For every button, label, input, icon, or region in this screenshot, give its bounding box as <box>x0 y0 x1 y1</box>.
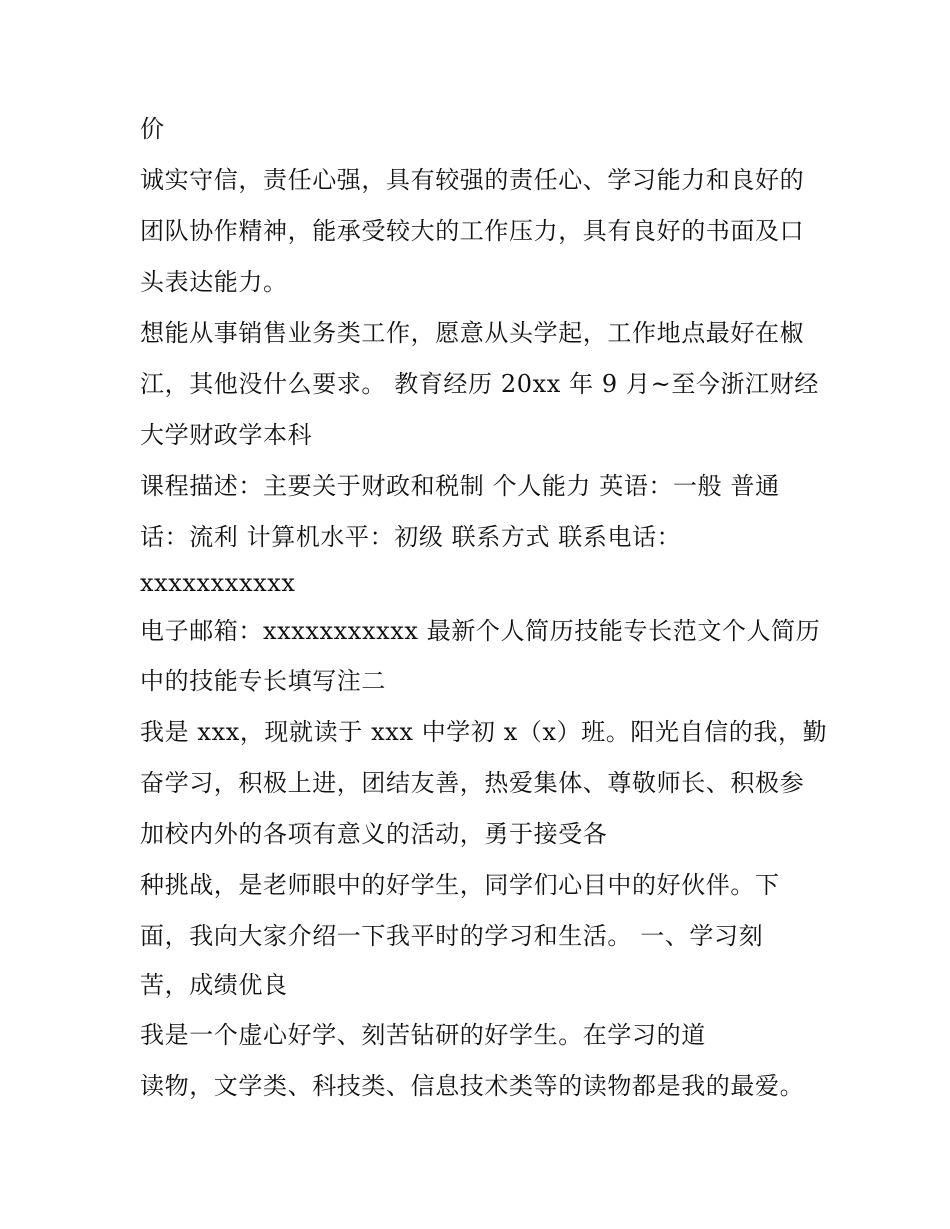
text-line-7: 大学财政学本科 <box>140 421 313 449</box>
text-line-11: 电子邮箱：xxxxxxxxxxx 最新个人简历技能专长范文个人简历 <box>140 617 821 645</box>
text-line-14: 奋学习，积极上进，团结友善，热爱集体、尊敬师长、积极参 <box>140 769 805 797</box>
text-line-9: 话：流利 计算机水平：初级 联系方式 联系电话： <box>140 523 682 551</box>
text-line-6: 江，其他没什么要求。 教育经历 20xx 年 9 月~至今浙江财经 <box>140 370 819 398</box>
text-line-5: 想能从事销售业务类工作，愿意从头学起，工作地点最好在椒 <box>140 319 805 347</box>
text-line-15: 加校内外的各项有意义的活动，勇于接受各 <box>140 820 608 848</box>
text-line-16: 种挑战，是老师眼中的好学生，同学们心目中的好伙伴。下 <box>140 871 780 899</box>
text-line-12: 中的技能专长填写注二 <box>140 667 386 695</box>
text-line-2: 诚实守信，责任心强，具有较强的责任心、学习能力和良好的 <box>140 166 805 194</box>
text-line-13: 我是 xxx，现就读于 xxx 中学初 x（x）班。阳光自信的我，勤 <box>140 718 828 746</box>
text-line-19: 我是一个虚心好学、刻苦钻研的好学生。在学习的道 <box>140 1021 706 1049</box>
text-line-20: 读物，文学类、科技类、信息技术类等的读物都是我的最爱。 <box>140 1072 805 1100</box>
text-line-17: 面，我向大家介绍一下我平时的学习和生活。 一、学习刻 <box>140 922 764 950</box>
text-line-8: 课程描述：主要关于财政和税制 个人能力 英语：一般 普通 <box>140 472 780 500</box>
text-line-4: 头表达能力。 <box>140 268 288 296</box>
text-line-1: 价 <box>140 115 165 143</box>
text-line-10: xxxxxxxxxxx <box>140 569 296 597</box>
text-line-3: 团队协作精神，能承受较大的工作压力，具有良好的书面及口 <box>140 217 805 245</box>
text-line-18: 苦，成绩优良 <box>140 971 288 999</box>
